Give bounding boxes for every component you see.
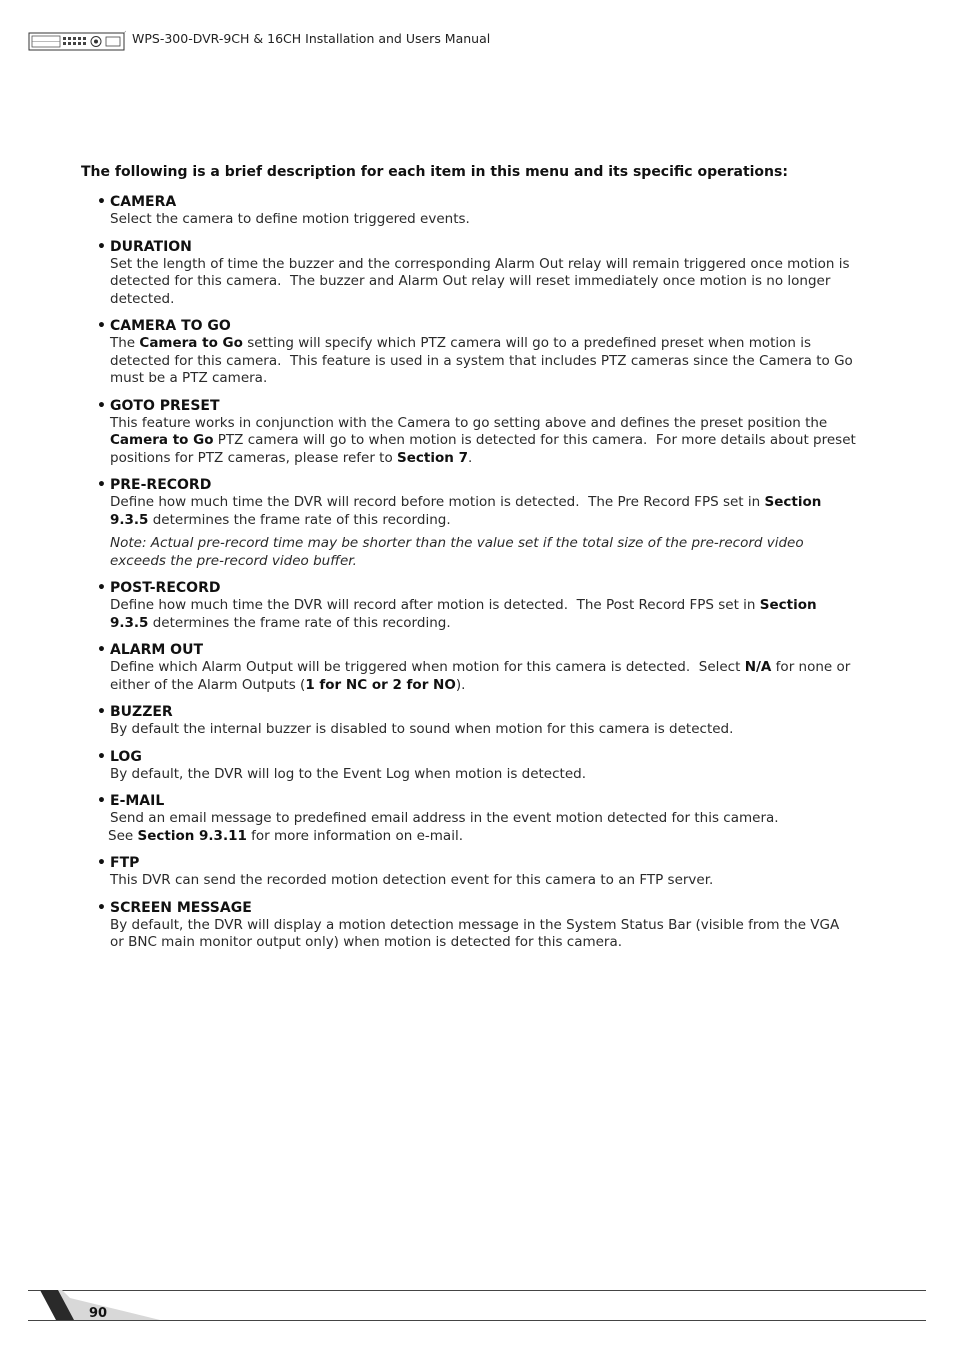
menu-item-title-text: DURATION (110, 238, 192, 255)
page-header (28, 28, 928, 54)
menu-item-title (97, 580, 857, 597)
description-text: ). (455, 676, 466, 693)
menu-item (97, 704, 857, 739)
menu-item-description (110, 721, 857, 739)
menu-item-title (97, 749, 857, 766)
description-text: Send an email message to predefined email address in the event motion detected for this camera. (110, 810, 779, 826)
bullet-icon: • (97, 899, 106, 916)
menu-item (97, 793, 857, 845)
description-text: determines the frame rate of this recording. (148, 614, 451, 631)
description-text: for none or either of the Alarm Outputs ( (110, 659, 855, 693)
menu-item-title (97, 194, 857, 211)
menu-item-description (110, 256, 857, 309)
bold-reference-text: Camera to Go (139, 335, 243, 351)
description-text: By default the internal buzzer is disabled to sound when motion for this camera is detected. (110, 721, 734, 737)
description-text: Define which Alarm Output will be triggered when motion for this camera is detected. Select (110, 659, 745, 675)
bullet-icon: • (97, 194, 106, 210)
menu-item (97, 239, 857, 309)
description-text: Define how much time the DVR will record after motion is detected. The Post Record FPS set in (110, 597, 760, 613)
page-number: 90 (89, 1306, 108, 1321)
description-text: for more information on e-mail. (246, 827, 463, 844)
bold-reference-text: Section 9.3.5 (110, 597, 822, 631)
page-footer (28, 1290, 926, 1322)
description-text: This feature works in conjunction with the Camera to go setting above and defines the preset position the (110, 414, 832, 431)
bullet-icon: • (97, 793, 106, 809)
menu-item-title (97, 704, 857, 721)
menu-item-title-text: GOTO PRESET (110, 397, 220, 414)
menu-item-title-text: BUZZER (110, 704, 173, 720)
menu-item-description (110, 872, 857, 890)
description-text: Set the length of time the buzzer and the corresponding Alarm Out relay will remain triggered once motion is detected for this camera. The buzzer and Alarm Out relay will reset immediately once motion is no longer detected. (110, 255, 854, 307)
dvr-device-icon (28, 30, 126, 52)
menu-item-title (97, 642, 857, 659)
menu-item-title (97, 239, 857, 256)
menu-item-description (110, 494, 857, 570)
bullet-icon: • (97, 580, 106, 596)
bullet-icon: • (97, 855, 106, 871)
menu-item (97, 642, 857, 694)
menu-item (97, 855, 857, 890)
menu-item-title-text: SCREEN MESSAGE (110, 899, 252, 916)
menu-item-description (110, 810, 857, 845)
menu-item-description (110, 917, 857, 952)
bold-reference-text: Section 7 (397, 449, 468, 466)
description-line (110, 810, 857, 828)
bullet-icon: • (97, 704, 106, 720)
menu-item-title (97, 793, 857, 810)
menu-item (97, 580, 857, 632)
menu-item-description (110, 335, 857, 388)
menu-item-title-text: CAMERA (110, 194, 177, 210)
menu-item (97, 397, 861, 468)
menu-item-description (110, 414, 861, 468)
bullet-icon: • (97, 318, 106, 334)
menu-item-title-text: POST-RECORD (110, 580, 221, 596)
bullet-icon: • (97, 748, 106, 765)
bullet-icon: • (97, 238, 106, 255)
menu-item-list (97, 194, 861, 962)
menu-item (97, 900, 857, 952)
menu-item-title-text: LOG (110, 748, 142, 765)
menu-item-title (97, 900, 857, 917)
menu-item-title-text: ALARM OUT (110, 642, 203, 658)
menu-item-title-text: FTP (110, 855, 140, 871)
document-title: WPS-300-DVR-9CH & 16CH Installation and Users Manual (132, 31, 491, 46)
bold-reference-text: Section 9.3.5 (110, 494, 827, 528)
menu-item-title (97, 855, 857, 872)
menu-item-title-text: E-MAIL (110, 793, 165, 809)
bullet-icon: • (97, 477, 106, 493)
menu-item (97, 318, 857, 388)
note-text: Note: Actual pre-record time may be shorter than the value set if the total size of the pre-record video exceeds the pre-record video buffer. (110, 535, 804, 569)
description-text: Define how much time the DVR will record before motion is detected. The Pre Record FPS set in (110, 494, 765, 510)
description-text: This DVR can send the recorded motion detection event for this camera to an FTP server. (110, 872, 714, 888)
menu-item-title-text: CAMERA TO GO (110, 318, 231, 334)
description-text: The (110, 335, 140, 351)
menu-item-title-text: PRE-RECORD (110, 477, 212, 493)
description-text: PTZ camera will go to when motion is detected for this camera. For more details about preset positions for PTZ cameras, please refer to (110, 432, 861, 466)
menu-item-description (110, 766, 857, 784)
menu-item-title (97, 477, 857, 494)
footer-rule-top (28, 1290, 926, 1291)
menu-item-title (97, 318, 857, 335)
menu-item-description (110, 597, 857, 632)
menu-item (97, 477, 857, 570)
bold-reference-text: N/A (744, 659, 772, 675)
bold-reference-text: 1 for NC or 2 for NO (305, 676, 456, 693)
footer-rule-bottom (28, 1320, 926, 1321)
description-text: By default, the DVR will display a motion detection message in the System Status Bar (visible from the VGA or BNC main monitor output only) when motion is detected for this camera. (110, 916, 844, 950)
description-text: Select the camera to define motion triggered events. (110, 211, 470, 227)
description-text: . (467, 449, 473, 466)
bullet-icon: • (97, 397, 106, 414)
menu-item-description (110, 659, 857, 694)
bullet-icon: • (97, 642, 106, 658)
description-text: See (108, 827, 138, 844)
menu-item-description (110, 211, 857, 229)
bold-reference-text: Section 9.3.11 (137, 827, 247, 844)
description-text: setting will specify which PTZ camera will go to a predefined preset when motion is detected for this camera. This feature is used in a system that includes PTZ cameras since the Camera to Go must be a PTZ camera. (110, 335, 858, 386)
menu-item-title (97, 398, 857, 415)
description-text: By default, the DVR will log to the Event Log when motion is detected. (110, 765, 586, 782)
description-line (108, 828, 857, 846)
menu-item (97, 749, 857, 784)
section-intro-heading: The following is a brief description for each item in this menu and its specific operations: (81, 164, 788, 180)
menu-item (97, 194, 857, 229)
bold-reference-text: Camera to Go (110, 432, 214, 448)
description-text: determines the frame rate of this recording. (148, 511, 451, 528)
